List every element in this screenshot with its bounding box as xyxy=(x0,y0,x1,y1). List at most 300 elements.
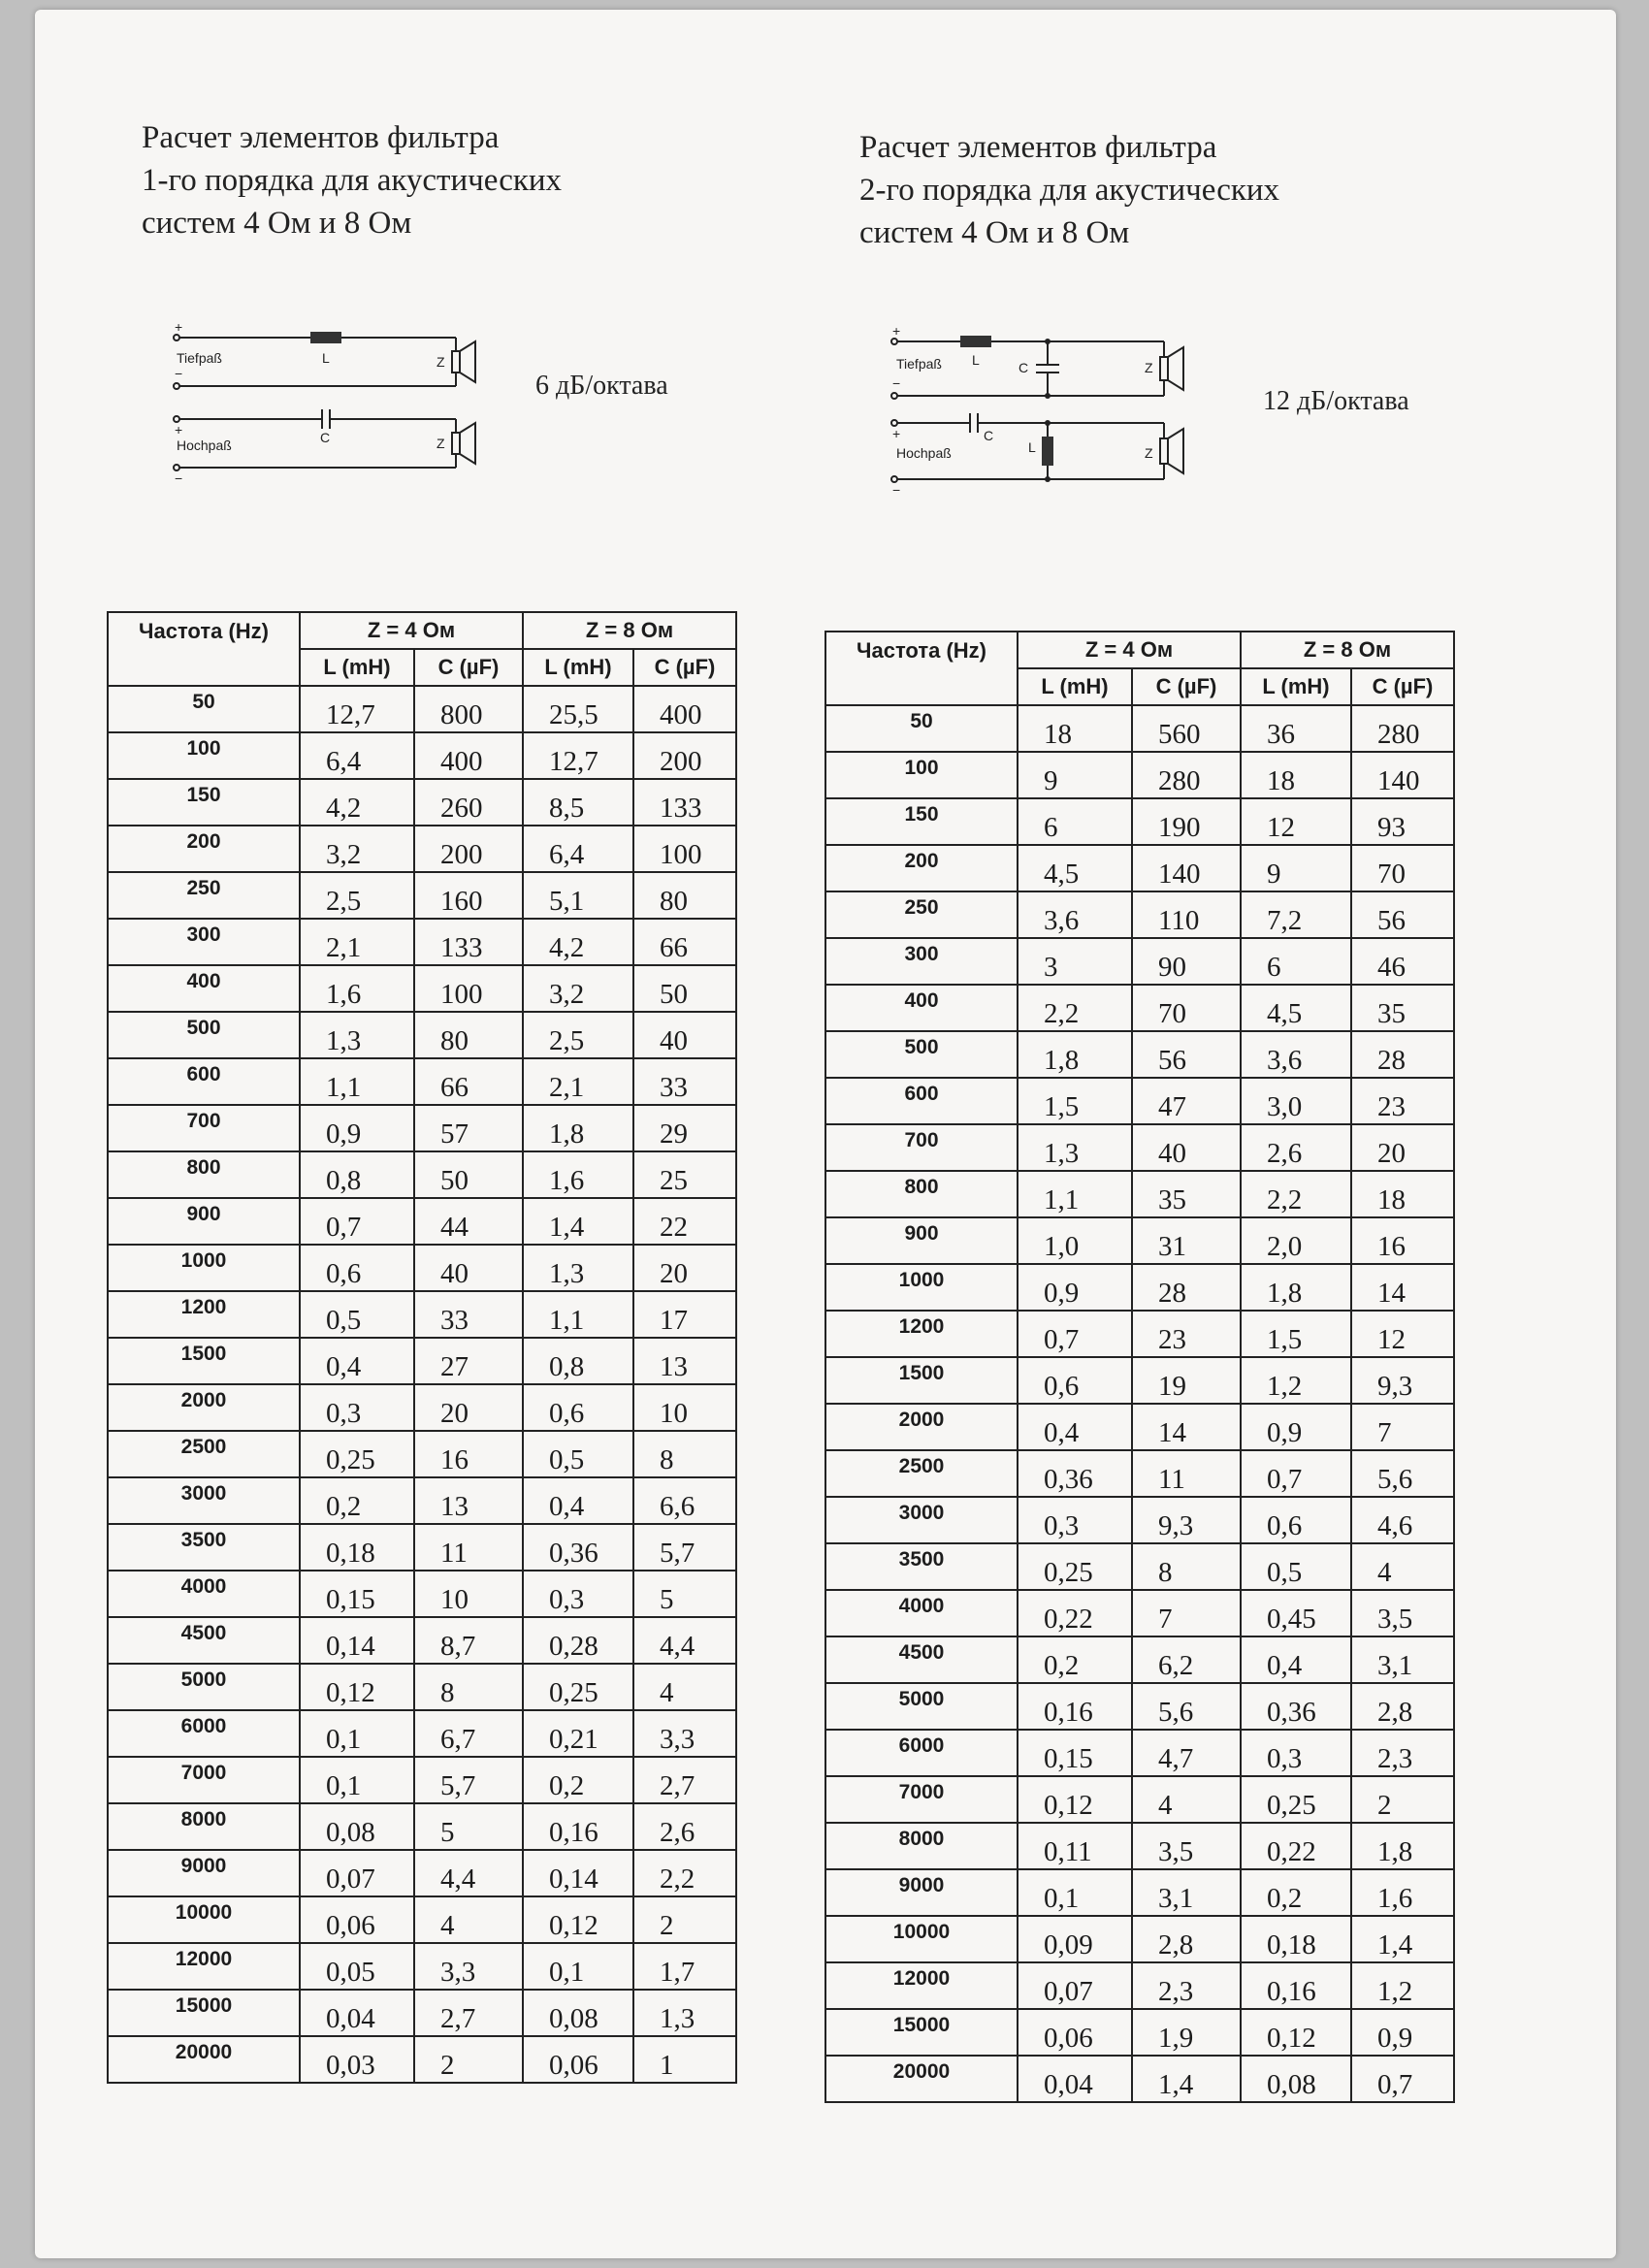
capacitance-4-cell: 2,3 xyxy=(1132,1962,1241,2009)
second-order-section xyxy=(824,126,1465,2100)
table-row xyxy=(108,1105,736,1151)
table-row xyxy=(825,1264,1454,1311)
capacitance-4-cell: 14 xyxy=(1132,1404,1241,1450)
frequency-cell: 200 xyxy=(825,845,1018,891)
inductance-8-cell: 0,7 xyxy=(1241,1450,1351,1497)
frequency-cell: 300 xyxy=(108,919,300,965)
inductance-8-cell: 0,5 xyxy=(523,1431,633,1477)
inductance-4-cell: 0,2 xyxy=(300,1477,414,1524)
table-row xyxy=(825,845,1454,891)
table-row xyxy=(108,1291,736,1338)
inductance-4-cell: 0,4 xyxy=(300,1338,414,1384)
inductance-4-cell: 4,5 xyxy=(1018,845,1132,891)
capacitance-8-cell: 2 xyxy=(633,1896,736,1943)
capacitance-4-cell: 133 xyxy=(414,919,523,965)
capacitance-8-cell: 56 xyxy=(1351,891,1454,938)
frequency-cell: 100 xyxy=(825,752,1018,798)
inductance-4-cell: 0,25 xyxy=(300,1431,414,1477)
inductor-label: L xyxy=(322,350,330,366)
table-row xyxy=(108,1617,736,1664)
title-line: 2-го порядка для акустических xyxy=(859,173,1280,208)
capacitance-4-cell: 90 xyxy=(1132,938,1241,985)
capacitance-4-cell: 190 xyxy=(1132,798,1241,845)
capacitance-4-cell: 8 xyxy=(414,1664,523,1710)
inductance-8-cell: 0,12 xyxy=(1241,2009,1351,2056)
capacitance-4-cell: 11 xyxy=(1132,1450,1241,1497)
table-row xyxy=(825,1357,1454,1404)
table-row xyxy=(825,1404,1454,1450)
frequency-cell: 600 xyxy=(825,1078,1018,1124)
inductance-4-cell: 0,8 xyxy=(300,1151,414,1198)
table-row xyxy=(108,2036,736,2083)
capacitance-4-cell: 44 xyxy=(414,1198,523,1245)
capacitance-4-cell: 28 xyxy=(1132,1264,1241,1311)
table-row xyxy=(825,1217,1454,1264)
inductance-8-cell: 0,3 xyxy=(523,1571,633,1617)
capacitance-8-cell: 23 xyxy=(1351,1078,1454,1124)
capacitance-4-cell: 7 xyxy=(1132,1590,1241,1636)
frequency-cell: 6000 xyxy=(108,1710,300,1757)
capacitance-4-cell: 11 xyxy=(414,1524,523,1571)
frequency-cell: 900 xyxy=(108,1198,300,1245)
inductance-4-cell: 0,6 xyxy=(1018,1357,1132,1404)
capacitance-4-cell: 5 xyxy=(414,1803,523,1850)
table-row xyxy=(825,1683,1454,1730)
inductance-4-cell: 0,7 xyxy=(1018,1311,1132,1357)
table-row xyxy=(108,1803,736,1850)
inductance-4-cell: 0,6 xyxy=(300,1245,414,1291)
capacitance-8-cell: 9,3 xyxy=(1351,1357,1454,1404)
inductance-8-cell: 3,2 xyxy=(523,965,633,1012)
inductance-8-cell: 2,5 xyxy=(523,1012,633,1058)
inductance-4-cell: 18 xyxy=(1018,705,1132,752)
inductance-4-cell: 0,9 xyxy=(1018,1264,1132,1311)
frequency-cell: 1500 xyxy=(825,1357,1018,1404)
capacitance-8-cell: 1,3 xyxy=(633,1990,736,2036)
first-order-title xyxy=(142,116,747,244)
table-row xyxy=(825,1962,1454,2009)
capacitance-4-cell: 5,7 xyxy=(414,1757,523,1803)
capacitance-4-cell: 8 xyxy=(1132,1543,1241,1590)
table-row xyxy=(825,1730,1454,1776)
highpass-label: Hochpaß xyxy=(177,437,232,453)
capacitance-4-cell: 50 xyxy=(414,1151,523,1198)
capacitance-8-cell: 8 xyxy=(633,1431,736,1477)
inductance-8-cell: 1,4 xyxy=(523,1198,633,1245)
inductance-8-cell: 3,0 xyxy=(1241,1078,1351,1124)
capacitance-8-cell: 70 xyxy=(1351,845,1454,891)
frequency-cell: 300 xyxy=(825,938,1018,985)
capacitance-8-cell: 80 xyxy=(633,872,736,919)
table-row xyxy=(825,1078,1454,1124)
inductance-4-cell: 0,18 xyxy=(300,1524,414,1571)
table-row xyxy=(108,1757,736,1803)
capacitance-8-cell: 13 xyxy=(633,1338,736,1384)
table-row xyxy=(108,1151,736,1198)
capacitance-4-cell: 3,1 xyxy=(1132,1869,1241,1916)
inductance-8-cell: 25,5 xyxy=(523,686,633,732)
lowpass-label: Tiefpaß xyxy=(177,350,222,366)
inductance-8-cell: 1,5 xyxy=(1241,1311,1351,1357)
capacitance-8-cell: 280 xyxy=(1351,705,1454,752)
inductance-4-cell: 0,22 xyxy=(1018,1590,1132,1636)
impedance-4-header: Z = 4 Ом xyxy=(1018,632,1241,668)
capacitance-8-cell: 3,5 xyxy=(1351,1590,1454,1636)
capacitance-4-cell: 800 xyxy=(414,686,523,732)
inductance-8-cell: 12 xyxy=(1241,798,1351,845)
inductance-4-cell: 0,12 xyxy=(300,1664,414,1710)
title-line: Расчет элементов фильтра xyxy=(859,130,1217,165)
frequency-cell: 1000 xyxy=(108,1245,300,1291)
second-order-title xyxy=(859,126,1465,254)
table-row xyxy=(825,1450,1454,1497)
inductance-8-cell: 0,16 xyxy=(523,1803,633,1850)
table-row xyxy=(108,872,736,919)
capacitance-4-cell: 40 xyxy=(1132,1124,1241,1171)
inductance-8-cell: 0,16 xyxy=(1241,1962,1351,2009)
table-row xyxy=(825,1171,1454,1217)
capacitance-8-cell: 5,7 xyxy=(633,1524,736,1571)
capacitance-8-cell: 1,7 xyxy=(633,1943,736,1990)
table-row xyxy=(108,1431,736,1477)
capacitance-4-cell: 66 xyxy=(414,1058,523,1105)
plus-sign: + xyxy=(175,422,183,437)
table-row xyxy=(108,965,736,1012)
inductance-8-cell: 18 xyxy=(1241,752,1351,798)
table-row xyxy=(825,1823,1454,1869)
inductance-8-cell: 0,25 xyxy=(523,1664,633,1710)
inductance-4-cell: 1,3 xyxy=(300,1012,414,1058)
inductance-8-cell: 1,2 xyxy=(1241,1357,1351,1404)
capacitance-8-cell: 10 xyxy=(633,1384,736,1431)
inductance-8-cell: 4,5 xyxy=(1241,985,1351,1031)
capacitance-8-cell: 0,7 xyxy=(1351,2056,1454,2102)
inductance-4-cell: 0,07 xyxy=(1018,1962,1132,2009)
capacitance-4-cell: 1,9 xyxy=(1132,2009,1241,2056)
inductance-header: L (mH) xyxy=(1241,668,1351,705)
impedance-4-header: Z = 4 Ом xyxy=(300,612,523,649)
inductance-4-cell: 0,3 xyxy=(1018,1497,1132,1543)
capacitance-4-cell: 70 xyxy=(1132,985,1241,1031)
capacitance-4-cell: 56 xyxy=(1132,1031,1241,1078)
inductance-8-cell: 0,6 xyxy=(1241,1497,1351,1543)
table-row xyxy=(825,1311,1454,1357)
frequency-cell: 7000 xyxy=(825,1776,1018,1823)
capacitance-8-cell: 3,1 xyxy=(1351,1636,1454,1683)
title-line: систем 4 Ом и 8 Ом xyxy=(142,206,412,241)
capacitance-4-cell: 80 xyxy=(414,1012,523,1058)
capacitance-8-cell: 33 xyxy=(633,1058,736,1105)
impedance-8-header: Z = 8 Ом xyxy=(523,612,736,649)
capacitance-4-cell: 40 xyxy=(414,1245,523,1291)
inductance-4-cell: 0,05 xyxy=(300,1943,414,1990)
table-row xyxy=(825,1543,1454,1590)
table-row xyxy=(825,938,1454,985)
capacitance-8-cell: 35 xyxy=(1351,985,1454,1031)
frequency-cell: 2000 xyxy=(108,1384,300,1431)
inductance-4-cell: 0,07 xyxy=(300,1850,414,1896)
capacitance-4-cell: 9,3 xyxy=(1132,1497,1241,1543)
capacitance-4-cell: 4 xyxy=(414,1896,523,1943)
minus-sign: − xyxy=(892,482,901,498)
capacitance-4-cell: 4,4 xyxy=(414,1850,523,1896)
table-row xyxy=(108,1990,736,2036)
inductance-8-cell: 0,2 xyxy=(523,1757,633,1803)
capacitance-4-cell: 19 xyxy=(1132,1357,1241,1404)
plus-sign: + xyxy=(175,319,183,335)
frequency-cell: 250 xyxy=(108,872,300,919)
capacitance-4-cell: 31 xyxy=(1132,1217,1241,1264)
frequency-cell: 700 xyxy=(108,1105,300,1151)
frequency-cell: 4500 xyxy=(825,1636,1018,1683)
inductor-icon xyxy=(1042,437,1053,466)
frequency-cell: 9000 xyxy=(108,1850,300,1896)
frequency-cell: 6000 xyxy=(825,1730,1018,1776)
frequency-cell: 3500 xyxy=(108,1524,300,1571)
capacitance-8-cell: 1,2 xyxy=(1351,1962,1454,2009)
inductance-8-cell: 0,45 xyxy=(1241,1590,1351,1636)
inductance-4-cell: 0,4 xyxy=(1018,1404,1132,1450)
frequency-cell: 15000 xyxy=(108,1990,300,2036)
capacitance-4-cell: 57 xyxy=(414,1105,523,1151)
inductance-8-cell: 0,08 xyxy=(1241,2056,1351,2102)
table-row xyxy=(108,1850,736,1896)
inductance-4-cell: 0,1 xyxy=(1018,1869,1132,1916)
table-row xyxy=(108,826,736,872)
frequency-cell: 8000 xyxy=(825,1823,1018,1869)
capacitance-8-cell: 20 xyxy=(633,1245,736,1291)
frequency-cell: 1200 xyxy=(108,1291,300,1338)
inductance-4-cell: 1,1 xyxy=(1018,1171,1132,1217)
capacitance-4-cell: 280 xyxy=(1132,752,1241,798)
capacitance-8-cell: 2,6 xyxy=(633,1803,736,1850)
capacitance-4-cell: 23 xyxy=(1132,1311,1241,1357)
capacitance-8-cell: 25 xyxy=(633,1151,736,1198)
capacitance-8-cell: 17 xyxy=(633,1291,736,1338)
table-row xyxy=(108,1710,736,1757)
inductance-8-cell: 2,1 xyxy=(523,1058,633,1105)
inductor-label: L xyxy=(972,352,980,368)
inductance-8-cell: 0,1 xyxy=(523,1943,633,1990)
capacitance-8-cell: 200 xyxy=(633,732,736,779)
inductance-4-cell: 0,06 xyxy=(300,1896,414,1943)
frequency-cell: 15000 xyxy=(825,2009,1018,2056)
capacitance-8-cell: 93 xyxy=(1351,798,1454,845)
capacitance-8-cell: 12 xyxy=(1351,1311,1454,1357)
capacitance-8-cell: 40 xyxy=(633,1012,736,1058)
inductance-8-cell: 0,06 xyxy=(523,2036,633,2083)
inductance-8-cell: 0,12 xyxy=(523,1896,633,1943)
capacitance-8-cell: 4 xyxy=(1351,1543,1454,1590)
inductance-8-cell: 0,25 xyxy=(1241,1776,1351,1823)
capacitance-8-cell: 4,6 xyxy=(1351,1497,1454,1543)
capacitance-4-cell: 6,7 xyxy=(414,1710,523,1757)
frequency-cell: 4000 xyxy=(825,1590,1018,1636)
frequency-cell: 20000 xyxy=(108,2036,300,2083)
lowpass-label: Tiefpaß xyxy=(896,356,942,372)
first-order-slope: 6 дБ/октава xyxy=(535,371,668,401)
second-order-slope: 12 дБ/октава xyxy=(1263,386,1409,416)
capacitance-4-cell: 20 xyxy=(414,1384,523,1431)
table-row xyxy=(108,919,736,965)
inductance-8-cell: 0,18 xyxy=(1241,1916,1351,1962)
frequency-cell: 3000 xyxy=(108,1477,300,1524)
frequency-cell: 500 xyxy=(108,1012,300,1058)
capacitance-8-cell: 1,8 xyxy=(1351,1823,1454,1869)
inductance-8-cell: 1,1 xyxy=(523,1291,633,1338)
frequency-cell: 900 xyxy=(825,1217,1018,1264)
inductance-4-cell: 0,7 xyxy=(300,1198,414,1245)
load-label: Z xyxy=(436,354,445,370)
capacitance-4-cell: 100 xyxy=(414,965,523,1012)
capacitance-4-cell: 47 xyxy=(1132,1078,1241,1124)
frequency-cell: 12000 xyxy=(825,1962,1018,2009)
capacitance-8-cell: 18 xyxy=(1351,1171,1454,1217)
table-row xyxy=(108,1664,736,1710)
capacitance-8-cell: 1,4 xyxy=(1351,1916,1454,1962)
inductance-4-cell: 0,03 xyxy=(300,2036,414,2083)
capacitance-8-cell: 133 xyxy=(633,779,736,826)
inductance-4-cell: 0,06 xyxy=(1018,2009,1132,2056)
second-order-circuit-area xyxy=(824,323,1465,594)
inductance-8-cell: 0,6 xyxy=(523,1384,633,1431)
frequency-cell: 50 xyxy=(108,686,300,732)
capacitance-4-cell: 110 xyxy=(1132,891,1241,938)
capacitance-4-cell: 260 xyxy=(414,779,523,826)
capacitance-8-cell: 2,7 xyxy=(633,1757,736,1803)
frequency-cell: 7000 xyxy=(108,1757,300,1803)
inductance-8-cell: 0,08 xyxy=(523,1990,633,2036)
inductance-4-cell: 0,09 xyxy=(1018,1916,1132,1962)
first-order-circuit-diagram xyxy=(136,312,543,506)
inductance-8-cell: 0,22 xyxy=(1241,1823,1351,1869)
inductance-8-cell: 2,2 xyxy=(1241,1171,1351,1217)
inductance-header: L (mH) xyxy=(523,649,633,686)
inductance-8-cell: 0,21 xyxy=(523,1710,633,1757)
capacitance-8-cell: 28 xyxy=(1351,1031,1454,1078)
capacitance-8-cell: 0,9 xyxy=(1351,2009,1454,2056)
table-row xyxy=(108,1943,736,1990)
frequency-cell: 2000 xyxy=(825,1404,1018,1450)
inductance-4-cell: 2,5 xyxy=(300,872,414,919)
frequency-cell: 1000 xyxy=(825,1264,1018,1311)
frequency-cell: 400 xyxy=(825,985,1018,1031)
inductance-4-cell: 0,11 xyxy=(1018,1823,1132,1869)
capacitance-4-cell: 2 xyxy=(414,2036,523,2083)
capacitance-4-cell: 16 xyxy=(414,1431,523,1477)
inductance-4-cell: 0,9 xyxy=(300,1105,414,1151)
second-order-circuit-diagram xyxy=(854,322,1261,516)
frequency-cell: 400 xyxy=(108,965,300,1012)
inductance-4-cell: 0,08 xyxy=(300,1803,414,1850)
frequency-cell: 800 xyxy=(825,1171,1018,1217)
capacitance-8-cell: 2,3 xyxy=(1351,1730,1454,1776)
inductance-4-cell: 3,2 xyxy=(300,826,414,872)
frequency-cell: 1500 xyxy=(108,1338,300,1384)
capacitance-4-cell: 10 xyxy=(414,1571,523,1617)
capacitance-8-cell: 5 xyxy=(633,1571,736,1617)
inductance-4-cell: 0,14 xyxy=(300,1617,414,1664)
frequency-cell: 150 xyxy=(108,779,300,826)
frequency-cell: 1200 xyxy=(825,1311,1018,1357)
inductance-8-cell: 0,36 xyxy=(1241,1683,1351,1730)
capacitance-8-cell: 16 xyxy=(1351,1217,1454,1264)
capacitance-8-cell: 6,6 xyxy=(633,1477,736,1524)
inductance-header: L (mH) xyxy=(1018,668,1132,705)
inductance-8-cell: 0,2 xyxy=(1241,1869,1351,1916)
table-row xyxy=(825,1031,1454,1078)
inductance-8-cell: 1,3 xyxy=(523,1245,633,1291)
table-row xyxy=(825,1497,1454,1543)
table-row xyxy=(825,1636,1454,1683)
capacitance-8-cell: 3,3 xyxy=(633,1710,736,1757)
minus-sign: − xyxy=(892,375,901,391)
inductance-8-cell: 1,8 xyxy=(523,1105,633,1151)
highpass-label: Hochpaß xyxy=(896,445,952,461)
table-row xyxy=(108,1245,736,1291)
capacitance-8-cell: 4,4 xyxy=(633,1617,736,1664)
inductance-8-cell: 3,6 xyxy=(1241,1031,1351,1078)
frequency-cell: 5000 xyxy=(825,1683,1018,1730)
frequency-cell: 12000 xyxy=(108,1943,300,1990)
inductance-8-cell: 2,0 xyxy=(1241,1217,1351,1264)
inductor-icon xyxy=(960,336,991,347)
inductance-4-cell: 0,5 xyxy=(300,1291,414,1338)
inductance-8-cell: 9 xyxy=(1241,845,1351,891)
first-order-section xyxy=(107,116,747,2081)
capacitance-8-cell: 2,8 xyxy=(1351,1683,1454,1730)
capacitance-4-cell: 560 xyxy=(1132,705,1241,752)
inductance-8-cell: 0,14 xyxy=(523,1850,633,1896)
capacitance-4-cell: 400 xyxy=(414,732,523,779)
capacitance-4-cell: 5,6 xyxy=(1132,1683,1241,1730)
capacitor-label: C xyxy=(984,428,994,443)
frequency-cell: 8000 xyxy=(108,1803,300,1850)
inductance-4-cell: 0,25 xyxy=(1018,1543,1132,1590)
table-row xyxy=(108,1524,736,1571)
capacitance-8-cell: 1 xyxy=(633,2036,736,2083)
inductance-8-cell: 6,4 xyxy=(523,826,633,872)
capacitor-label: C xyxy=(1018,360,1029,375)
capacitance-8-cell: 2,2 xyxy=(633,1850,736,1896)
frequency-cell: 250 xyxy=(825,891,1018,938)
second-order-table xyxy=(824,631,1455,2103)
table-row xyxy=(108,1058,736,1105)
frequency-cell: 600 xyxy=(108,1058,300,1105)
frequency-cell: 100 xyxy=(108,732,300,779)
inductance-4-cell: 6 xyxy=(1018,798,1132,845)
table-row xyxy=(108,1571,736,1617)
capacitance-4-cell: 160 xyxy=(414,872,523,919)
frequency-cell: 10000 xyxy=(108,1896,300,1943)
capacitance-8-cell: 50 xyxy=(633,965,736,1012)
inductance-8-cell: 0,4 xyxy=(1241,1636,1351,1683)
capacitance-4-cell: 2,8 xyxy=(1132,1916,1241,1962)
table-row xyxy=(108,686,736,732)
capacitance-8-cell: 140 xyxy=(1351,752,1454,798)
capacitor-label: C xyxy=(320,430,331,445)
inductance-4-cell: 1,6 xyxy=(300,965,414,1012)
frequency-cell: 700 xyxy=(825,1124,1018,1171)
capacitance-4-cell: 140 xyxy=(1132,845,1241,891)
inductance-8-cell: 5,1 xyxy=(523,872,633,919)
inductance-4-cell: 3,6 xyxy=(1018,891,1132,938)
inductance-4-cell: 4,2 xyxy=(300,779,414,826)
plus-sign: + xyxy=(892,426,901,441)
frequency-cell: 200 xyxy=(108,826,300,872)
inductance-4-cell: 12,7 xyxy=(300,686,414,732)
capacitance-4-cell: 4 xyxy=(1132,1776,1241,1823)
